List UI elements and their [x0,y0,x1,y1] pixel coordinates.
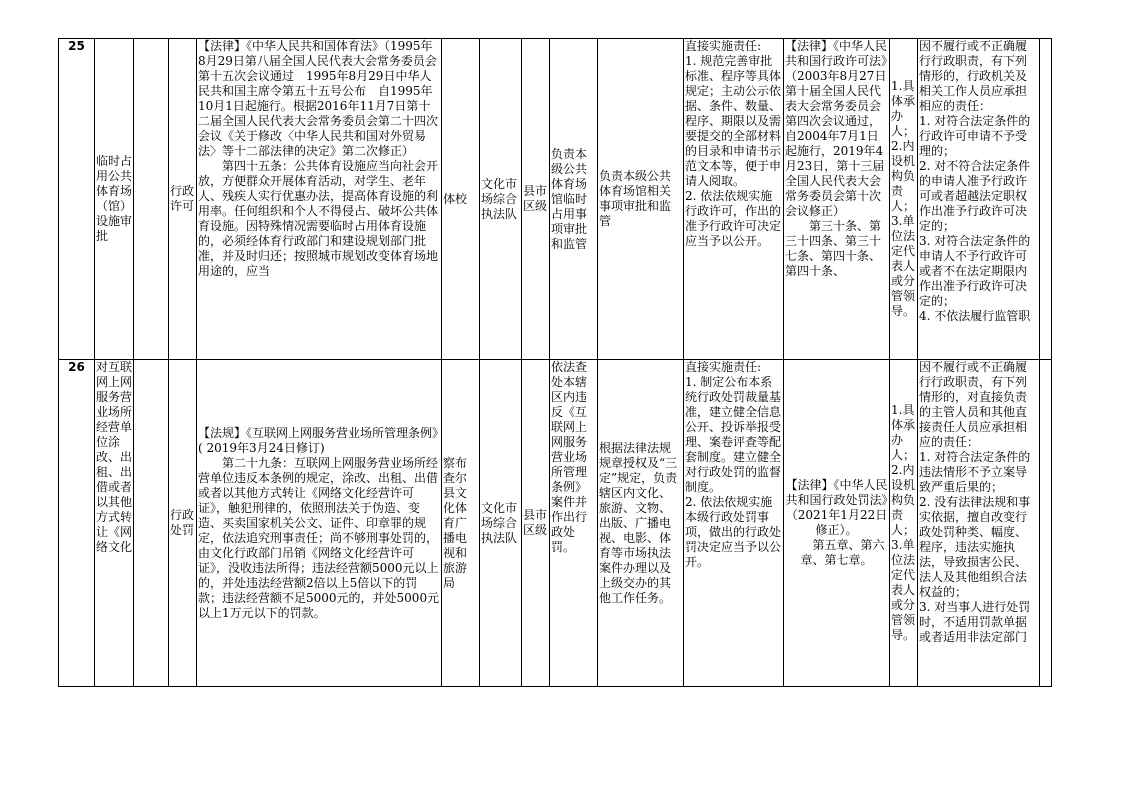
implementation-content: 依法查处本辖区内违反《互联网上网服务营业场所管理条例》案件并作出行政处罚。 [550,360,598,687]
liability-basis [784,39,890,360]
power-type: 行政许可 [169,39,197,360]
implementing-org: 察布查尔县文化体育广播电视和旅游局 [442,360,480,687]
table-row [59,39,1052,360]
table-row [59,360,1052,687]
liability-conditions: 因不履行或不正确履行行政职责，有下列情形的，对直接负责的主管人员和其他直接责任人员应承担相应的责任： 1. 对符合法定条件的违法情形不予立案导致严重后果的； 2. 没有法律法规和事实依据，擅自改变行政处罚种类、幅度、程序，违法实施执法，导致损害公民、法人及其他组织合法权益的； 3. 对当事人进行处罚时，不适用罚款单据或者适用非法定部门 [918,360,1040,687]
responsible-persons: 1.具体承办人； 2.内设机构负责人； 3.单位法定代表人或分管领导。 [890,39,918,360]
legal-basis-title: 【法规】《互联网上网服务营业场所管理条例》( 2019年3月24日修订) [198,425,439,455]
legal-basis [197,39,442,360]
power-list-table [58,38,1052,687]
row-number: 25 [59,39,95,360]
liability-basis-articles: 第三十条、第三十四条、第三十七条、第四十条、第四十条、 [785,219,882,278]
liability-conditions: 因不履行或不正确履行行政职责，有下列情形的，行政机关及相关工作人员应承担相应的责任： 1. 对符合法定条件的行政许可申请不予受理的； 2. 对不符合法定条件的申请人准予行政许可或者超越法定职权作出准予行政许可决定的； 3. 对符合法定条件的申请人不予行政许可或者不在法定期限内作出准予行政许可决定的； 4. 不依法履行监管职 [918,39,1040,360]
duty-description: 负责本级公共体育场馆相关事项审批和监管 [598,39,684,360]
legal-basis-article: 第二十九条：互联网上网服务营业场所经营单位违反本条例的规定，涂改、出租、出借或者以其他方式转让《网络文化经营许可证》，触犯刑律的，依照刑法关于伪造、变造、买卖国家机关公文、证件、印章罪的规定，依法追究刑事责任；尚不够刑事处罚的，由文化行政部门吊销《网络文化经营许可证》，没收违法所得；违法经营额5000元以上的，并处违法经营额2倍以上5倍以下的罚款；违法经营额不足5000元的，并处5000元以上1万元以下的罚款。 [198,455,440,620]
power-type: 行政处罚 [169,360,197,687]
sub-item [134,360,169,687]
item-name: 临时占用公共体育场（馆）设施审批 [95,39,134,360]
legal-basis-article: 第四十五条：公共体育设施应当向社会开放，方便群众开展体育活动，对学生、老年人、残疾人实行优惠办法，提高体育设施的利用率。任何组织和个人不得侵占、破坏公共体育设施。因特殊情况需要临时占用体育设施的，必须经体育行政部门和建设规划部门批准，并及时归还；按照城市规划改变体育场地用途的，应当 [198,159,439,278]
sub-item [134,39,169,360]
legal-basis [197,360,442,687]
implementing-org: 体校 [442,39,480,360]
liability-basis [784,360,890,687]
executing-unit: 文化市场综合执法队 [480,39,522,360]
executing-unit: 文化市场综合执法队 [480,360,522,687]
duty-description: 根据法律法规规章授权及“三定”规定，负责辖区内文化、旅游、文物、出版、广播电视、电影、体育等市场执法案件办理以及上级交办的其他工作任务。 [598,360,684,687]
implementation-content: 负责本级公共体育场馆临时占用事项审批和监管 [550,39,598,360]
liability-basis-articles: 第五章、第六章、第七章。 [800,538,885,567]
responsibility-items: 直接实施责任: 1. 规范完善审批标准、程序等具体规定；主动公示依据、条件、数量、程序、期限以及需要提交的全部材料的目录和申请书示范文本等，便于申请人阅取。 2. 依法依规实施行政许可，作出的准予行政许可决定应当予以公开。 [684,39,784,360]
remarks [1040,39,1052,360]
implementation-level: 县市区级 [522,360,550,687]
row-number: 26 [59,360,95,687]
implementation-level: 县市区级 [522,39,550,360]
legal-basis-title: 【法律】《中华人民共和国体育法》（1995年8月29日第八届全国人民代表大会常务委员会第十五次会议通过 1995年8月29日中华人民共和国主席令第五十五号公布 自1995年10月1日起施行。根据2016年11月7日第十二届全国人民代表大会常务委员会第二十四次会议《关于修改〈中华人民共和国对外贸易法〉等十二部法律的决定》第二次修正） [198,39,439,158]
item-name: 对互联网上网服务营业场所经营单位涂改、出租、出借或者以其他方式转让《网络文化 [95,360,134,687]
responsibility-items: 直接实施责任: 1. 制定公布本系统行政处罚裁量基准，建立健全信息公开、投诉举报受理、案卷评查等配套制度。建立健全对行政处罚的监督制度。 2. 依法依规实施本级行政处罚事项，做出的行政处罚决定应当予以公开。 [684,360,784,687]
liability-basis-title: 【法律】《中华人民共和国行政许可法》（2003年8月27日第十届全国人民代表大会常务委员会第四次会议通过，自2004年7月1日起施行，2019年4月23日，第十三届全国人民代表大会常务委员会第十次会议修正） [785,39,888,218]
responsible-persons: 1.具体承办人； 2.内设机构负责人； 3.单位法定代表人或分管领导。 [890,360,918,687]
remarks [1040,360,1052,687]
liability-basis-title: 【法律】《中华人民共和国行政处罚法》（2021年1月22日修正）。 [785,478,888,537]
